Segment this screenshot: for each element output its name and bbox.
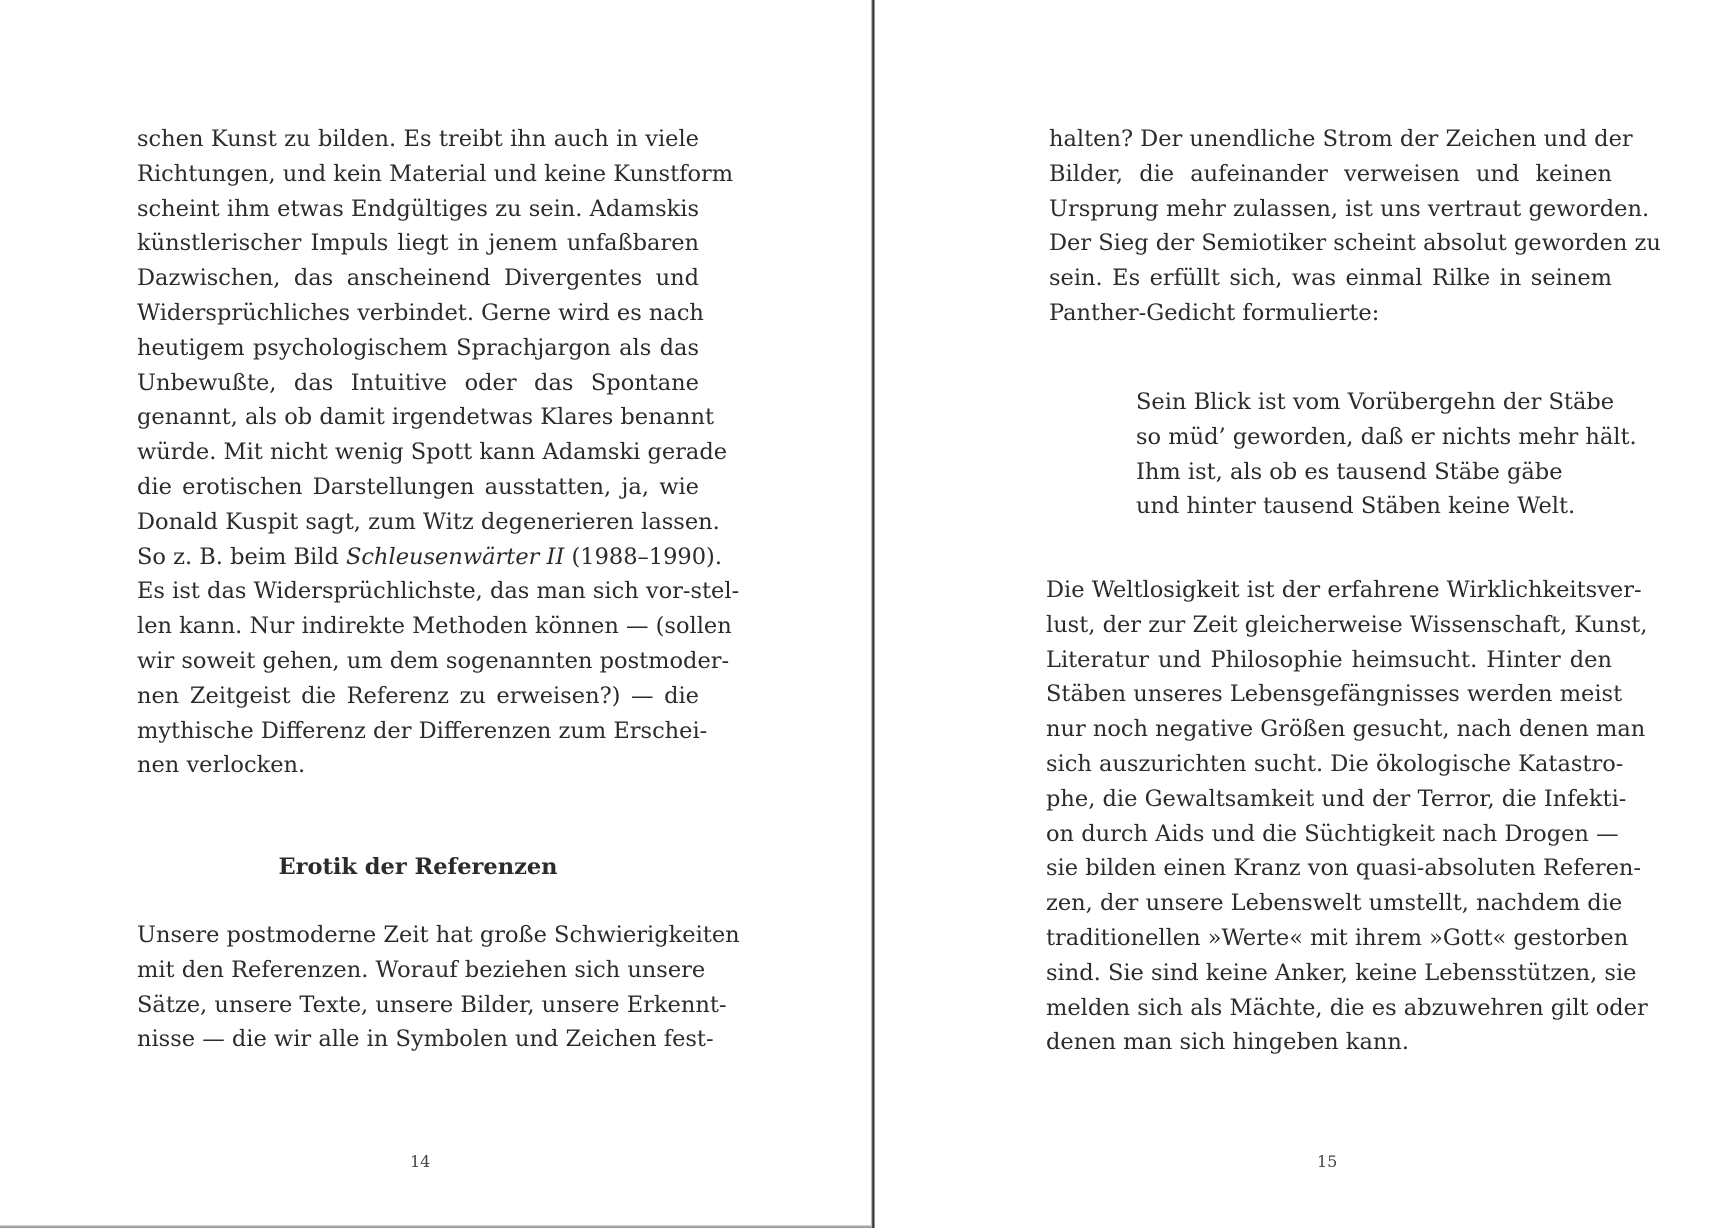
- text-line: Der Sieg der Semiotiker scheint absolut geworden zu: [1049, 230, 1661, 257]
- page-number: 15: [1317, 1152, 1338, 1171]
- text-line: halten? Der unendliche Strom der Zeichen und der: [1049, 126, 1633, 152]
- poem-line: und hinter tausend Stäben keine Welt.: [1136, 493, 1576, 520]
- text-line: sich auszurichten sucht. Die ökologische Katastro-: [1046, 750, 1624, 777]
- page-number: 14: [410, 1152, 431, 1171]
- text-line: die erotischen Darstellungen ausstatten, ja, wie: [137, 473, 699, 500]
- artwork-title: Schleusenwärter II: [346, 543, 565, 570]
- text-line: melden sich als Mächte, die es abzuwehren gilt oder: [1046, 994, 1648, 1021]
- text-line: Donald Kuspit sagt, zum Witz degenerieren lassen.: [137, 508, 720, 535]
- text-line: Bilder, die aufeinander verweisen und keinen: [1049, 160, 1612, 187]
- right-page: [876, 0, 1736, 1228]
- text-line: Panther-Gedicht formulierte:: [1049, 299, 1380, 326]
- text-line: nen Zeitgeist die Referenz zu erweisen?) — die: [137, 682, 699, 709]
- text-line: Stäben unseres Lebensgefängnisses werden meist: [1046, 681, 1623, 708]
- text-line: denen man sich hingeben kann.: [1046, 1029, 1409, 1056]
- text-line: Widersprüchliches verbindet. Gerne wird es nach: [137, 299, 704, 326]
- poem-line: so müd’ geworden, daß er nichts mehr hält.: [1136, 423, 1637, 450]
- text-line: künstlerischer Impuls liegt in jenem unfaßbaren: [137, 230, 699, 257]
- text-line: wir soweit gehen, um dem sogenannten postmoder-: [137, 647, 730, 674]
- text-line: zen, der unsere Lebenswelt umstellt, nachdem die: [1046, 890, 1623, 917]
- text-line: Es ist das Widersprüchlichste, das man sich vor-stel-: [137, 578, 740, 605]
- left-paragraph-1: [137, 122, 740, 783]
- section-heading: Erotik der Referenzen: [278, 854, 558, 880]
- right-paragraph-2: [1046, 573, 1648, 1060]
- text-line: on durch Aids und die Süchtigkeit nach Drogen —: [1046, 820, 1619, 847]
- text-line: würde. Mit nicht wenig Spott kann Adamski gerade: [137, 439, 728, 466]
- book-gutter: [871, 0, 875, 1228]
- text-fragment: (1988–1990).: [564, 543, 722, 570]
- text-line: phe, die Gewaltsamkeit und der Terror, die Infekti-: [1046, 785, 1627, 812]
- text-line: scheint ihm etwas Endgültiges zu sein. Adamskis: [137, 195, 699, 222]
- text-line: genannt, als ob damit irgendetwas Klares benannt: [137, 404, 715, 431]
- text-line: Dazwischen, das anscheinend Divergentes und: [137, 265, 699, 292]
- text-line: mit den Referenzen. Worauf beziehen sich unsere: [137, 956, 706, 983]
- text-line: sie bilden einen Kranz von quasi-absoluten Referen-: [1046, 855, 1642, 882]
- text-line: Richtungen, und kein Material und keine Kunstform: [137, 160, 734, 187]
- text-line: nur noch negative Größen gesucht, nach denen man: [1046, 716, 1646, 743]
- text-line: sind. Sie sind keine Anker, keine Lebensstützen, sie: [1046, 959, 1637, 986]
- text-line: Ursprung mehr zulassen, ist uns vertraut geworden.: [1049, 195, 1650, 222]
- poem-line: Sein Blick ist vom Vorübergehn der Stäbe: [1136, 389, 1615, 415]
- text-line: nen verlocken.: [137, 752, 306, 779]
- poem-quote: [1136, 385, 1637, 524]
- text-line: Die Weltlosigkeit ist der erfahrene Wirklichkeitsver-: [1046, 577, 1642, 603]
- right-paragraph-1: [1049, 122, 1661, 331]
- poem-line: Ihm ist, als ob es tausend Stäbe gäbe: [1136, 458, 1563, 485]
- text-line: mythische Differenz der Differenzen zum Erschei-: [137, 717, 708, 744]
- text-line-with-title: [137, 540, 722, 575]
- text-line: heutigem psychologischem Sprachjargon als das: [137, 334, 699, 361]
- text-line: Sätze, unsere Texte, unsere Bilder, unsere Erkennt-: [137, 991, 727, 1018]
- text-line: Unsere postmoderne Zeit hat große Schwierigkeiten: [137, 922, 740, 948]
- text-line: lust, der zur Zeit gleicherweise Wissenschaft, Kunst,: [1046, 611, 1648, 638]
- text-line: traditionellen »Werte« mit ihrem »Gott« gestorben: [1046, 924, 1629, 951]
- text-line: schen Kunst zu bilden. Es treibt ihn auch in viele: [137, 126, 699, 152]
- left-paragraph-2: [137, 918, 740, 1057]
- text-line: sein. Es erfüllt sich, was einmal Rilke in seinem: [1049, 265, 1612, 292]
- text-line: nisse — die wir alle in Symbolen und Zeichen fest-: [137, 1026, 714, 1053]
- text-line: Unbewußte, das Intuitive oder das Spontane: [137, 369, 699, 396]
- text-line: Literatur und Philosophie heimsucht. Hinter den: [1046, 646, 1612, 673]
- text-fragment: So z. B. beim Bild: [137, 543, 346, 570]
- text-line: len kann. Nur indirekte Methoden können — (sollen: [137, 613, 732, 640]
